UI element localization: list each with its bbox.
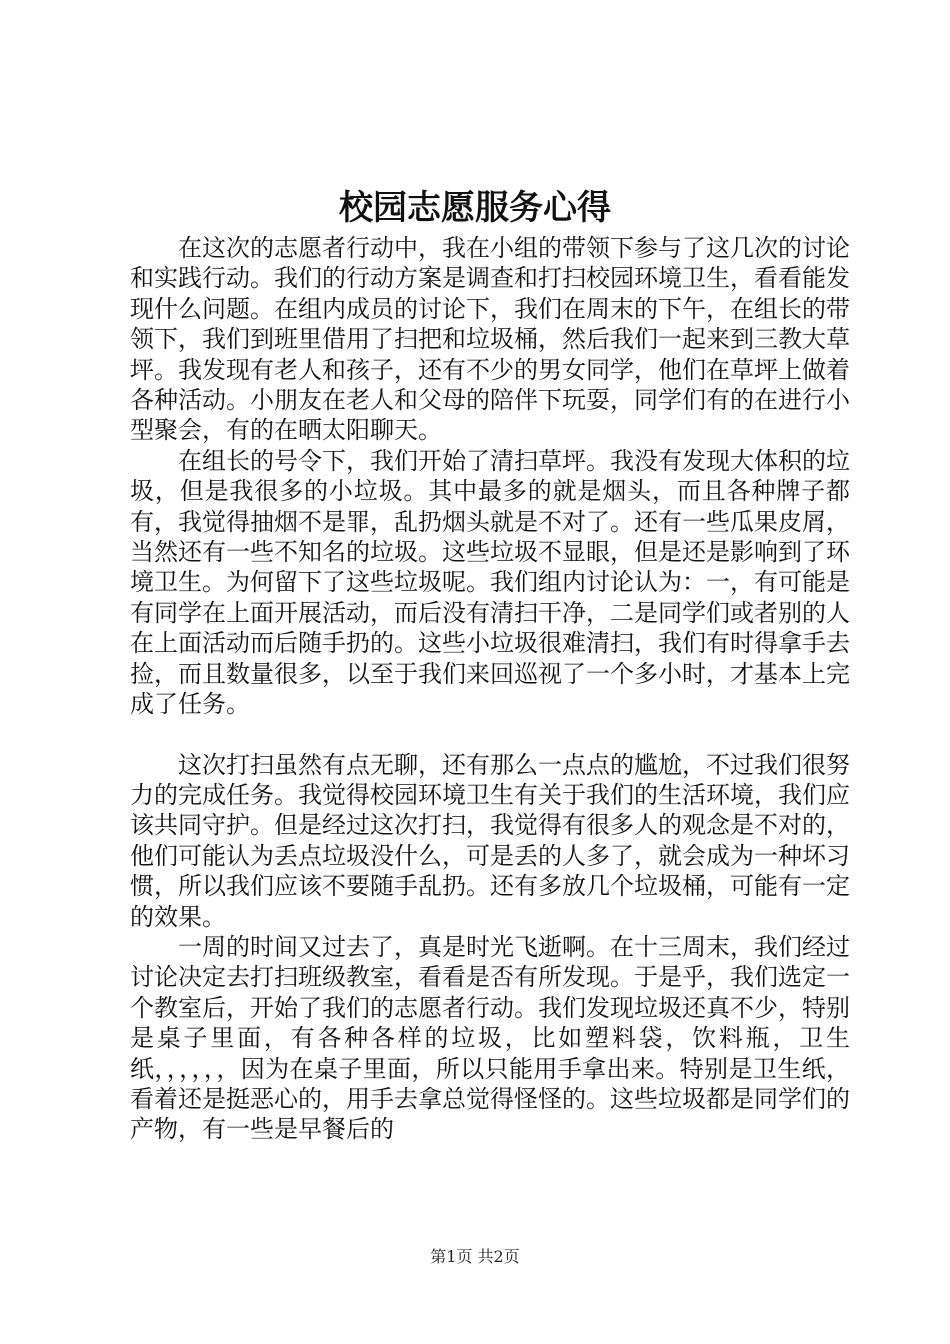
paragraph-4: 一周的时间又过去了，真是时光飞逝啊。在十三周末，我们经过讨论决定去打扫班级教室，看看是否有所发现。于是乎，我们选定一个教室后，开始了我们的志愿者行动。我们发现垃圾还真不少，特别是桌子里面，有各种各样的垃圾，比如塑料袋，饮料瓶，卫生纸，，，，，，因为在桌子里面，所以只能用手拿出来。特别是卫生纸，看着还是挺恶心的，用手去拿总觉得怪怪的。这些垃圾都是同学们的产物，有一些是早餐后的: [130, 932, 850, 1144]
paragraph-1: 在这次的志愿者行动中，我在小组的带领下参与了这几次的讨论和实践行动。我们的行动方案是调查和打扫校园环境卫生，看看能发现什么问题。在组内成员的讨论下，我们在周末的下午，在组长的带领下，我们到班里借用了扫把和垃圾桶，然后我们一起来到三教大草坪。我发现有老人和孩子，还有不少的男女同学，他们在草坪上做着各种活动。小朋友在老人和父母的陪伴下玩耍，同学们有的在进行小型聚会，有的在晒太阳聊天。: [130, 234, 850, 445]
document-body: [130, 233, 850, 1145]
page-footer: 第1页 共2页: [430, 1247, 520, 1266]
page-title: 校园志愿服务心得: [339, 188, 611, 228]
paragraph-2: 在组长的号令下，我们开始了清扫草坪。我没有发现大体积的垃圾，但是我很多的小垃圾。其中最多的就是烟头，而且各种牌子都有，我觉得抽烟不是罪，乱扔烟头就是不对了。还有一些瓜果皮屑，当然还有一些不知名的垃圾。这些垃圾不显眼，但是还是影响到了环境卫生。为何留下了这些垃圾呢。我们组内讨论认为：一，有可能是有同学在上面开展活动，而后没有清扫干净，二是同学们或者别的人在上面活动而后随手扔的。这些小垃圾很难清扫，我们有时得拿手去捡，而且数量很多，以至于我们来回巡视了一个多小时，才基本上完成了任务。: [130, 446, 850, 719]
paragraph-3: 这次打扫虽然有点无聊，还有那么一点点的尴尬，不过我们很努力的完成任务。我觉得校园环境卫生有关于我们的生活环境，我们应该共同守护。但是经过这次打扫，我觉得有很多人的观念是不对的，他们可能认为丢点垃圾没什么，可是丢的人多了，就会成为一种坏习惯，所以我们应该不要随手乱扔。还有多放几个垃圾桶，可能有一定的效果。: [130, 750, 850, 931]
